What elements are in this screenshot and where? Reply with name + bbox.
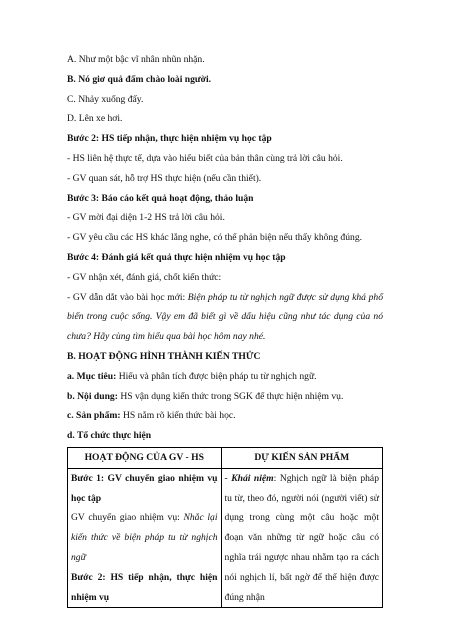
table-header-row — [68, 447, 383, 468]
step3-heading: Bước 3: Báo cáo kết quả hoạt động, thảo luận — [67, 192, 254, 204]
table-row — [68, 468, 383, 608]
step2-item-2: - GV quan sát, hỗ trợ HS thực hiện (nếu cần thiết). — [67, 172, 262, 184]
product-text: HS nắm rõ kiến thức bài học. — [120, 410, 236, 422]
step4-item-2 — [67, 288, 383, 347]
objective-text: Hiểu và phân tích được biện pháp tu từ nghịch ngữ. — [116, 370, 317, 382]
product-label: c. Sản phẩm: — [67, 410, 121, 422]
step3-item-2: - GV yêu cầu các HS khác lắng nghe, có thể phản biện nếu thấy không đúng. — [67, 232, 363, 244]
document-page — [67, 50, 383, 608]
objective-label: a. Mục tiêu: — [67, 370, 117, 382]
option-a: A. Như một bậc vĩ nhân nhũn nhặn. — [67, 54, 205, 65]
step4-item-2-plain: - GV dẫn dắt vào bài học mới: — [67, 291, 188, 303]
option-d: D. Lên xe hơi. — [67, 113, 123, 125]
left-step1-italic: Nhắc lại kiến thức về biện pháp tu từ nghịch ngữ — [71, 512, 218, 563]
objective-line — [67, 367, 383, 387]
left-step2-title: Bước 2: HS tiếp nhận, thực hiện nhiệm vụ — [71, 571, 218, 603]
section-b-heading: B. HOẠT ĐỘNG HÌNH THÀNH KIẾN THỨC — [67, 350, 261, 362]
option-c: C. Nhảy xuống đấy. — [67, 93, 144, 105]
content-label: b. Nội dung: — [67, 390, 118, 402]
left-step1-body — [71, 508, 218, 567]
left-step1-plain: GV chuyển giao nhiệm vụ: — [71, 512, 184, 524]
left-step1-title: Bước 1: GV chuyển giao nhiệm vụ học tập — [71, 472, 218, 504]
step4-item-2-italic: Biện pháp tu từ nghịch ngữ được sử dụng khá phổ biến trong cuộc sống. Vậy em đã biết gì về dấu hiệu cũng như tác dụng của nó chưa? Hãy cùng tìm hiểu qua bài học hôm nay nhé. — [67, 291, 383, 343]
step3-item-1: - GV mời đại diện 1-2 HS trả lời câu hỏi. — [67, 212, 225, 224]
right-concept-text: : Nghịch ngữ là biện pháp tu từ, theo đó, người nói (người viết) sử dụng trong cùng một câu hoặc một đoạn văn những từ ngữ hoặc câu có nghĩa trái ngược nhau nhằm tạo ra cách nói nghịch lí, bất ngờ để thể hiện được đúng nhận — [224, 472, 379, 603]
table-header-left: HOẠT ĐỘNG CỦA GV - HS — [68, 447, 222, 468]
step4-item-1: - GV nhận xét, đánh giá, chốt kiến thức: — [67, 271, 222, 283]
content-text: HS vận dụng kiến thức trong SGK để thực hiện nhiệm vụ. — [117, 390, 344, 402]
product-line — [67, 406, 383, 426]
step2-heading: Bước 2: HS tiếp nhận, thực hiện nhiệm vụ học tập — [67, 133, 272, 145]
content-line — [67, 387, 383, 407]
organization-heading: d. Tổ chức thực hiện — [67, 430, 152, 442]
step2-item-1: - HS liên hệ thực tế, dựa vào hiểu biết của bản thân cùng trả lời câu hỏi. — [67, 152, 343, 164]
step4-heading: Bước 4: Đánh giá kết quả thực hiện nhiệm vụ học tập — [67, 251, 286, 263]
table-cell-left — [68, 468, 222, 608]
right-concept-label: - Khái niệm — [224, 472, 274, 484]
table-cell-right — [221, 468, 382, 608]
activity-table — [67, 447, 383, 608]
option-b: B. Nó giơ quả đấm chào loài người. — [67, 73, 212, 85]
right-concept — [225, 469, 379, 608]
table-header-right: DỰ KIẾN SẢN PHẨM — [221, 447, 382, 468]
